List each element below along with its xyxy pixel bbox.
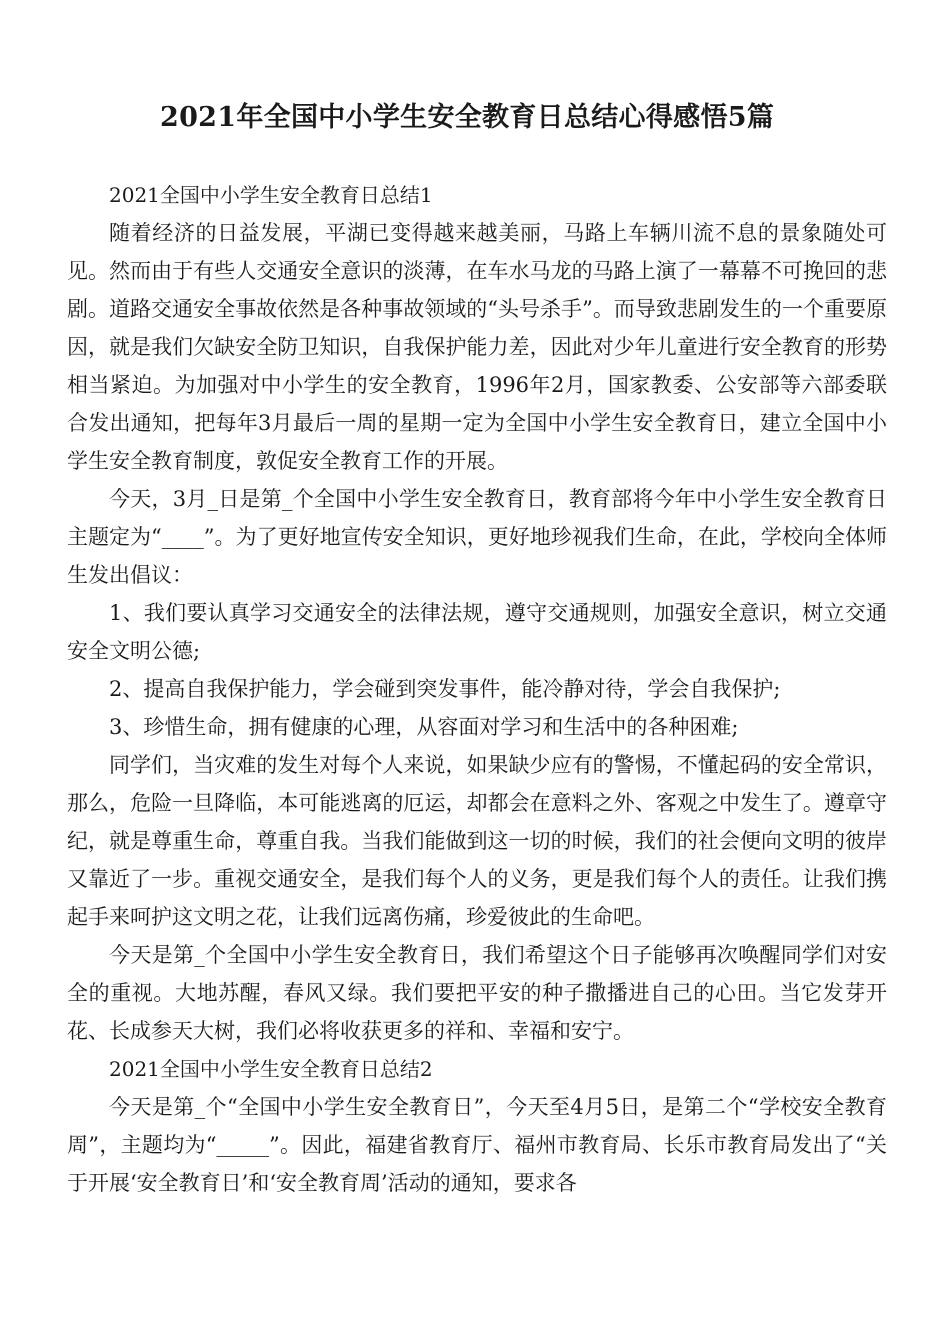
list-item: 1、我们要认真学习交通安全的法律法规，遵守交通规则，加强安全意识，树立交通安全文明公德;	[67, 601, 887, 663]
list-item: 3、珍惜生命，拥有健康的心理，从容面对学习和生活中的各种困难;	[109, 715, 739, 739]
paragraph: 今天是第_个“全国中小学生安全教育日”，今天至4月5日，是第二个“学校安全教育周”，主题均为“_____”。因此，福建省教育厅、福州市教育局、长乐市教育局发出了“关于开展‘安全教育日’和‘安全教育周’活动的通知，要求各	[67, 1095, 887, 1195]
document-title: 2021年全国中小学生安全教育日总结心得感悟5篇	[160, 102, 775, 133]
section-heading-1: 2021全国中小学生安全教育日总结1	[109, 183, 433, 207]
list-item: 2、提高自我保护能力，学会碰到突发事件，能冷静对待，学会自我保护;	[109, 677, 781, 701]
paragraph: 今天，3月_日是第_个全国中小学生安全教育日，教育部将今年中小学生安全教育日主题定为“____”。为了更好地宣传安全知识，更好地珍视我们生命，在此，学校向全体师生发出倡议：	[67, 487, 887, 587]
document-body	[67, 176, 887, 1202]
paragraph: 今天是第_个全国中小学生安全教育日，我们希望这个日子能够再次唤醒同学们对安全的重视。大地苏醒，春风又绿。我们要把平安的种子撒播进自己的心田。当它发芽开花、长成参天大树，我们必将收获更多的祥和、幸福和安宁。	[67, 943, 887, 1043]
paragraph: 同学们，当灾难的发生对每个人来说，如果缺少应有的警惕，不懂起码的安全常识，那么，危险一旦降临，本可能逃离的厄运，却都会在意料之外、客观之中发生了。遵章守纪，就是尊重生命，尊重自我。当我们能做到这一切的时候，我们的社会便向文明的彼岸又靠近了一步。重视交通安全，是我们每个人的义务，更是我们每个人的责任。让我们携起手来呵护这文明之花，让我们远离伤痛，珍爱彼此的生命吧。	[67, 753, 887, 929]
section-heading-2: 2021全国中小学生安全教育日总结2	[109, 1057, 433, 1081]
paragraph: 随着经济的日益发展，平湖已变得越来越美丽，马路上车辆川流不息的景象随处可见。然而由于有些人交通安全意识的淡薄，在车水马龙的马路上演了一幕幕不可挽回的悲剧。道路交通安全事故依然是各种事故领域的“头号杀手”。而导致悲剧发生的一个重要原因，就是我们欠缺安全防卫知识，自我保护能力差，因此对少年儿童进行安全教育的形势相当紧迫。为加强对中小学生的安全教育，1996年2月，国家教委、公安部等六部委联合发出通知，把每年3月最后一周的星期一定为全国中小学生安全教育日，建立全国中小学生安全教育制度，敦促安全教育工作的开展。	[67, 221, 887, 473]
